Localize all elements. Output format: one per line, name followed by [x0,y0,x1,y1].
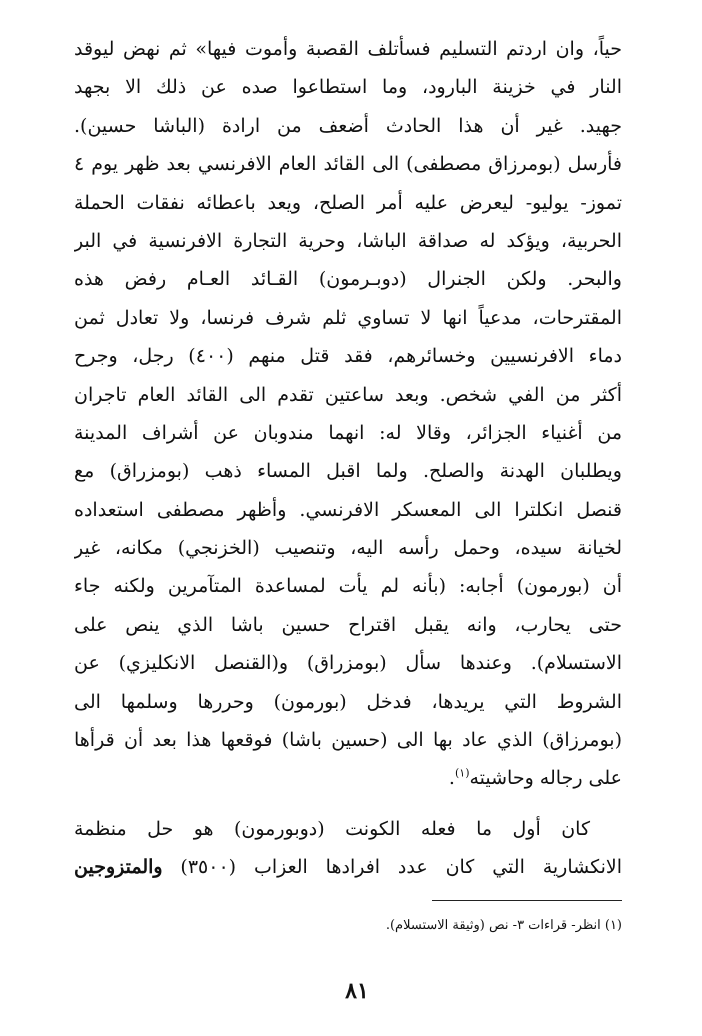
last-line-period: . [448,767,455,790]
text-line: (بومرزاق) الذي عاد بها الى (حسين باشا) فوقعها هذا بعد أن قرأها [74,729,622,752]
text-line: قنصل انكلترا الى المعسكر الافرنسي. وأظهر مصطفى استعداده [74,498,622,521]
text-line: جهيد. غير أن هذا الحادث أضعف من ارادة (الباشا حسين). [74,114,622,137]
text-line: الشروط التي يريدها، فدخل (بورمون) وحررها وسلمها الى [74,690,622,713]
paragraph-2 [74,810,622,887]
text-line: النار في خزينة البارود، وما استطاعوا صده عن ذلك الا بجهد [74,76,622,99]
line-end-bold: والمتزوجين [74,856,163,879]
line-start: الانكشارية التي كان عدد افرادها العزاب (٣٥٠٠) [180,856,622,879]
text-line [74,848,622,886]
text-line-last [74,759,622,797]
text-line: ويطلبان الهدنة والصلح. ولما اقبل المساء ذهب (بومزراق) مع [74,460,622,483]
text-line: الحربية، ويؤكد له صداقة الباشا، وحرية التجارة الافرنسية في البر [74,229,622,252]
text-line: أن (بورمون) أجابه: (بأنه لم يأت لمساعدة المتآمرين ولكنه جاء [74,575,622,598]
page-number: ٨١ [345,978,369,1004]
main-text [74,30,622,887]
footnote-divider [432,900,622,901]
text-line: من أغنياء الجزائر، وقالا له: انهما مندوبان عن أشراف المدينة [74,421,622,444]
text-line: حياً، وان اردتم التسليم فسأتلف القصبة وأموت فيها» ثم نهض ليوقد [74,38,622,60]
footnote: (١) انظر- قراءات ٣- نص (وثيقة الاستسلام). [385,918,622,933]
text-line: المقترحات، مدعياً انها لا تساوي ثلم شرف فرنسا، ولا تعادل ثمن [74,306,622,329]
text-line: كان أول ما فعله الكونت (دوبورمون) هو حل منظمة [74,817,590,840]
text-line: فأرسل (بومرزاق مصطفى) الى القائد العام الافرنسي بعد ظهر يوم ٤ [74,153,622,176]
text-line: الاستسلام). وعندها سأل (بومزراق) و(القنصل الانكليزي) عن [74,652,622,675]
text-line: حتى يحارب، وانه يقبل اقتراح حسين باشا الذي ينص على [74,613,622,636]
text-line: لخيانة سيده، وحمل رأسه اليه، وتنصيب (الخزنجي) مكانه، غير [74,537,622,560]
text-line: والبحر. ولكن الجنرال (دوبـرمون) القـائد العـام رفض هذه [74,268,622,291]
text-line: أكثر من الفي شخص. وبعد ساعتين تقدم الى القائد العام تاجران [74,383,622,406]
text-line: تموز- يوليو- ليعرض عليه أمر الصلح، ويعد باعطائه نفقات الحملة [74,191,622,214]
text-line: دماء الافرنسيين وخسائرهم، فقد قتل منهم (٤٠٠) رجل، وجرح [74,345,622,368]
footnote-reference: (١) [454,767,470,781]
last-line-text: على رجاله وحاشيته [469,767,622,790]
paragraph-1 [74,30,622,798]
